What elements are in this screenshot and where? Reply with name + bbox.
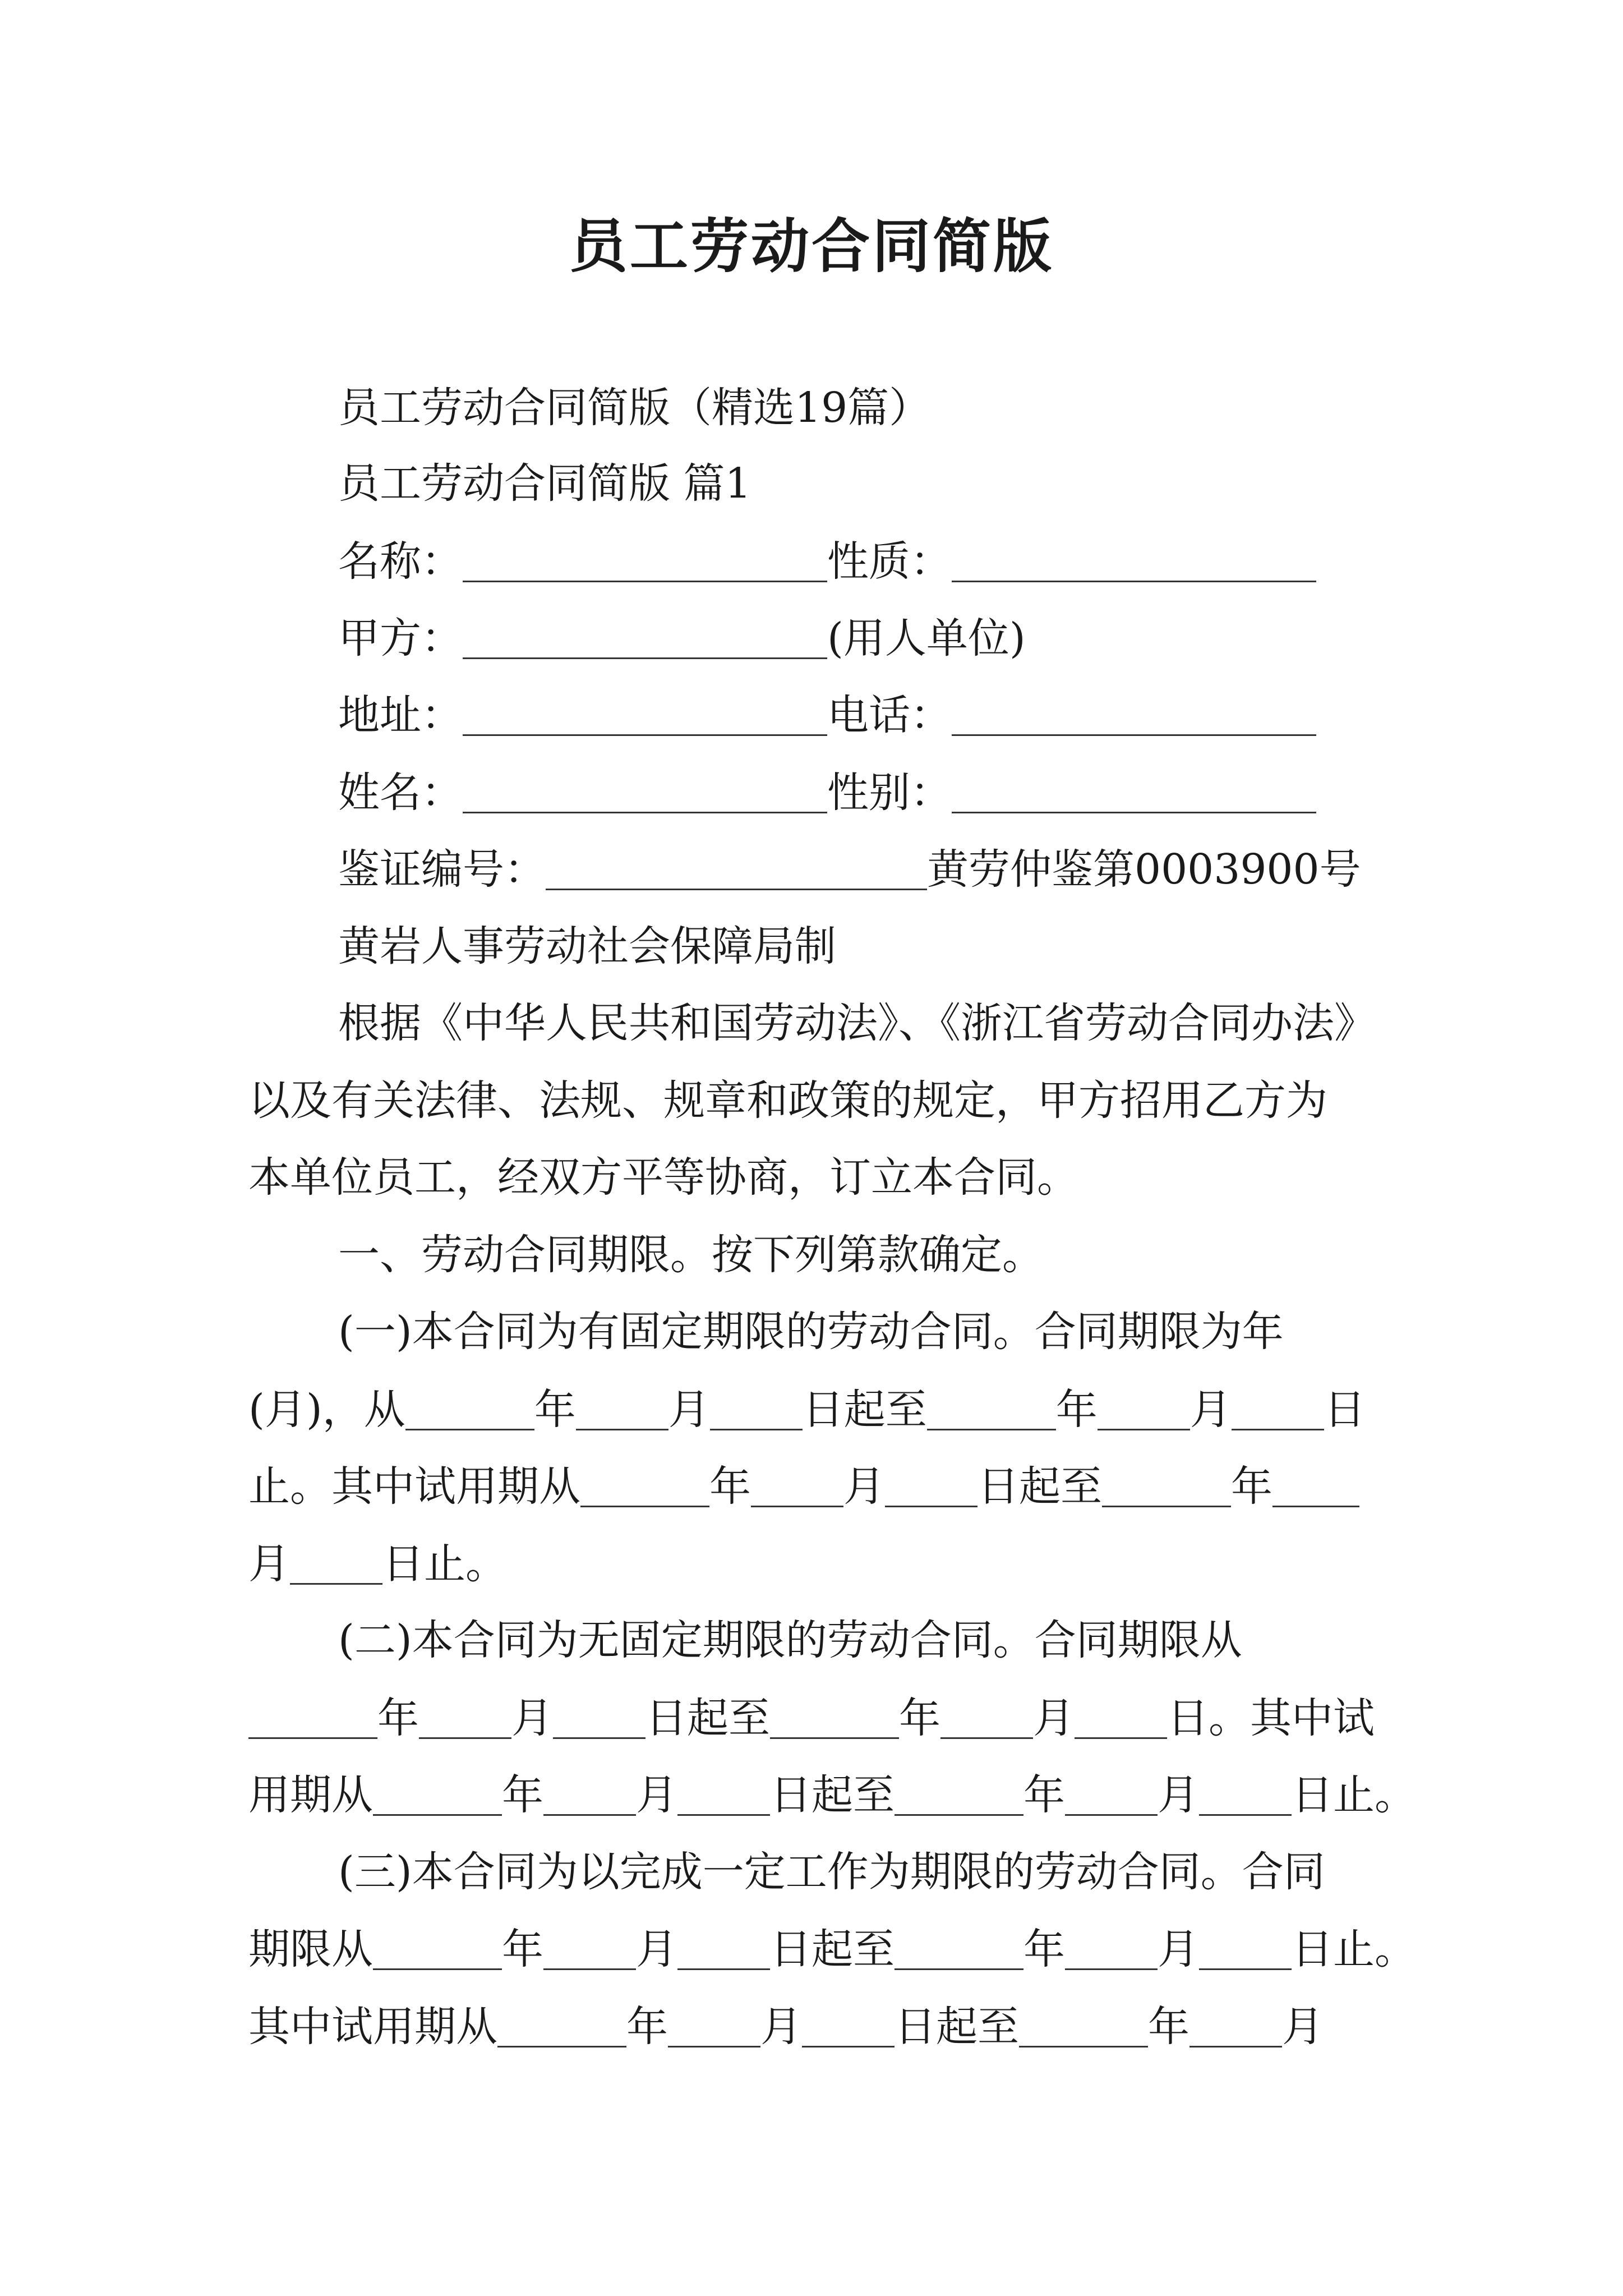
blank — [1232, 1388, 1324, 1430]
text: 用期从 — [248, 1771, 373, 1819]
text: (月)，从 — [248, 1386, 405, 1434]
blank — [770, 1697, 899, 1739]
address-phone-row — [338, 691, 1316, 739]
text: 止。其中试用期从 — [248, 1462, 580, 1511]
person-blank — [463, 771, 827, 813]
blank — [1065, 1774, 1158, 1816]
text: 月 — [1189, 1386, 1232, 1434]
gender-label: 性别： — [827, 769, 952, 817]
blank — [1065, 1928, 1158, 1970]
name-blank — [463, 540, 827, 582]
text: 月 — [636, 1771, 677, 1819]
blank — [668, 2005, 760, 2047]
blank — [1019, 2005, 1148, 2047]
clause-2-line-2 — [248, 1694, 1375, 1742]
blank — [677, 1928, 770, 1970]
blank — [543, 1774, 636, 1816]
clause-3-line-2 — [248, 1925, 1416, 1973]
blank — [405, 1388, 534, 1430]
cert-label: 鉴证编号： — [338, 845, 546, 894]
clause-3-line-1: (三)本合同为以完成一定工作为期限的劳动合同。合同 — [338, 1848, 1325, 1896]
nature-blank — [952, 540, 1316, 582]
text: 日起至 — [770, 1925, 895, 1973]
text: 年 — [626, 2003, 668, 2051]
address-blank — [463, 694, 827, 736]
clause-3-line-3 — [248, 2003, 1324, 2051]
blank — [940, 1697, 1033, 1739]
text: 年 — [534, 1386, 576, 1434]
text: 月 — [1158, 1771, 1199, 1819]
section-1-heading: 一、劳动合同期限。按下列第款确定。 — [338, 1231, 1044, 1279]
intro-line-1: 根据《中华人民共和国劳动法》、《浙江省劳动合同办法》 — [338, 999, 1376, 1047]
text: 日起至 — [770, 1771, 895, 1819]
cert-number: 黄劳仲鉴第0003900号 — [927, 845, 1361, 894]
party-a-blank — [463, 617, 827, 659]
blank — [895, 1928, 1023, 1970]
text: 日止。 — [1292, 1771, 1416, 1819]
clause-1-line-4 — [248, 1540, 507, 1588]
document-title: 员工劳动合同简版 — [569, 212, 1054, 280]
blank — [1199, 1928, 1292, 1970]
blank — [885, 1465, 978, 1507]
blank — [1199, 1774, 1292, 1816]
text: 日起至 — [895, 2003, 1019, 2051]
part-heading: 员工劳动合同简版 篇1 — [338, 459, 751, 508]
text: 年 — [1023, 1925, 1065, 1973]
text: 月 — [1282, 2003, 1324, 2051]
clause-2-line-1: (二)本合同为无固定期限的劳动合同。合同期限从 — [338, 1616, 1242, 1664]
text: 年 — [1023, 1771, 1065, 1819]
text: 月 — [1158, 1925, 1199, 1973]
blank — [1102, 1465, 1231, 1507]
blank — [580, 1465, 709, 1507]
text: 其中试用期从 — [248, 2003, 497, 2051]
text: 年 — [1231, 1462, 1272, 1511]
text: 年 — [377, 1694, 419, 1742]
blank — [497, 2005, 626, 2047]
clause-1-line-2 — [248, 1386, 1366, 1434]
text: 日 — [1324, 1386, 1366, 1434]
blank — [543, 1928, 636, 1970]
name-nature-row — [338, 537, 1316, 586]
person-gender-row — [338, 769, 1316, 817]
blank — [895, 1774, 1023, 1816]
clause-1-line-1: (一)本合同为有固定期限的劳动合同。合同期限为年 — [338, 1308, 1284, 1356]
party-a-label: 甲方： — [338, 614, 463, 662]
intro-line-3: 本单位员工，经双方平等协商，订立本合同。 — [248, 1153, 1078, 1202]
blank — [290, 1543, 382, 1585]
blank — [751, 1465, 843, 1507]
party-a-row — [338, 614, 1026, 662]
blank — [419, 1697, 511, 1739]
blank — [248, 1697, 377, 1739]
blank — [1272, 1465, 1359, 1507]
text: 月 — [668, 1386, 710, 1434]
text: 月 — [1033, 1694, 1075, 1742]
text: 月 — [511, 1694, 553, 1742]
subtitle: 员工劳动合同简版（精选19篇） — [338, 384, 931, 432]
clause-2-line-3 — [248, 1771, 1416, 1819]
blank — [710, 1388, 803, 1430]
text: 年 — [899, 1694, 940, 1742]
blank — [677, 1774, 770, 1816]
text: 月 — [248, 1540, 290, 1588]
text: 期限从 — [248, 1925, 373, 1973]
blank — [373, 1774, 502, 1816]
blank — [1189, 2005, 1282, 2047]
text: 日。其中试 — [1167, 1694, 1375, 1742]
text: 月 — [760, 2003, 802, 2051]
clause-1-line-3 — [248, 1462, 1359, 1511]
person-label: 姓名： — [338, 769, 463, 817]
address-label: 地址： — [338, 691, 463, 739]
blank — [1098, 1388, 1190, 1430]
blank — [1075, 1697, 1167, 1739]
cert-row — [338, 845, 1361, 894]
text: 年 — [709, 1462, 751, 1511]
text: 日止。 — [1292, 1925, 1416, 1973]
nature-label: 性质： — [827, 537, 952, 586]
text: 月 — [636, 1925, 677, 1973]
blank — [576, 1388, 668, 1430]
intro-line-2: 以及有关法律、法规、规章和政策的规定，甲方招用乙方为 — [248, 1076, 1327, 1125]
text: 年 — [1055, 1386, 1098, 1434]
blank — [553, 1697, 645, 1739]
phone-blank — [952, 694, 1316, 736]
text: 日起至 — [802, 1386, 927, 1434]
cert-blank — [546, 848, 927, 890]
issuer: 黄岩人事劳动社会保障局制 — [338, 922, 836, 970]
blank — [802, 2005, 895, 2047]
text: 日起至 — [645, 1694, 770, 1742]
text: 年 — [1148, 2003, 1189, 2051]
text: 年 — [502, 1771, 543, 1819]
text: 日止。 — [382, 1540, 507, 1588]
blank — [373, 1928, 502, 1970]
phone-label: 电话： — [827, 691, 952, 739]
text: 日起至 — [978, 1462, 1102, 1511]
text: 年 — [502, 1925, 543, 1973]
gender-blank — [952, 771, 1316, 813]
text: 月 — [843, 1462, 885, 1511]
name-label: 名称： — [338, 537, 463, 586]
blank — [927, 1388, 1056, 1430]
party-a-note: (用人单位) — [827, 614, 1026, 662]
